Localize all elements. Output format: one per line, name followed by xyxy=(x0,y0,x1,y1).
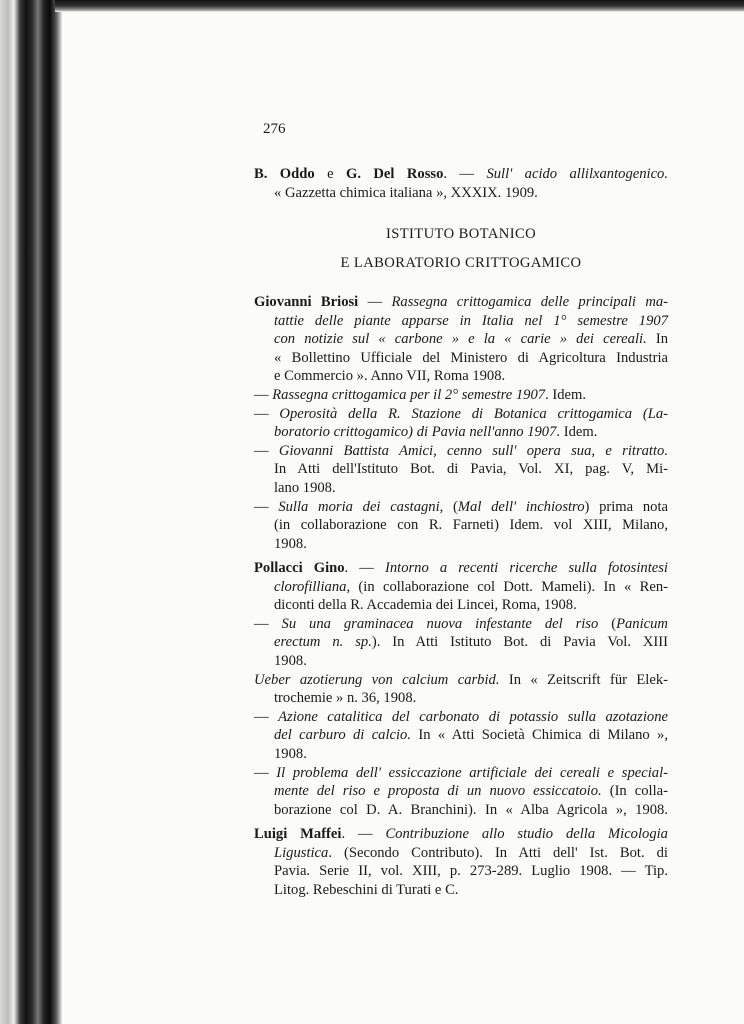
citation-text: borazione col D. A. Branchini). In « Alba Agricola », 1908. xyxy=(274,801,668,818)
citation-text: . — xyxy=(443,166,487,182)
citation-text: — xyxy=(254,442,279,459)
citation-text: 1908. xyxy=(274,535,307,552)
work-title: Rassegna crittogamica per il 2° semestre 1907 xyxy=(272,387,546,403)
citation-text: In « Atti Società Chimica di Milano », xyxy=(411,727,668,744)
citation-text: trochemie » n. 36, 1908. xyxy=(274,690,417,707)
work-title: Su una graminacea nuova infestante del riso xyxy=(281,615,599,632)
citation-text: , ( xyxy=(439,498,458,515)
work-title: Azione catalitica del carbonato di potassio sulla azotazione xyxy=(278,708,668,725)
citation-text: e xyxy=(314,166,346,182)
work-title: Intorno a recenti ricerche sulla fotosintesi xyxy=(384,560,668,576)
work-title: Operosità della R. Stazione di Botanica crittogamica (La- xyxy=(279,405,668,422)
citation-text: — xyxy=(254,498,279,515)
text-line xyxy=(274,349,668,367)
citation-text: , (in collaborazione col Dott. Mameli). In « Ren- xyxy=(346,578,668,595)
work-title: Sull' acido allilxantogenico. xyxy=(486,166,668,182)
work-title: Sulla moria dei castagni xyxy=(278,498,440,515)
text-line xyxy=(274,596,577,614)
citation-text: — xyxy=(254,764,277,781)
text-line xyxy=(254,825,668,843)
citation-text: — xyxy=(254,708,279,725)
text-line xyxy=(254,764,668,782)
citation-text: — xyxy=(254,387,273,403)
text-line xyxy=(274,367,505,385)
text-line xyxy=(274,516,668,534)
page-number: 276 xyxy=(263,121,286,137)
citation-text: « Bollettino Ufficiale del Ministero di Agricoltura Industria xyxy=(274,349,668,366)
text-line xyxy=(254,615,668,633)
citation-text: 1908. xyxy=(274,653,307,669)
text-line xyxy=(274,535,307,553)
citation-text: In xyxy=(646,331,668,348)
work-title: Panicum xyxy=(616,615,668,632)
text-line xyxy=(274,330,668,348)
text-line xyxy=(274,881,458,899)
text-line xyxy=(254,498,668,516)
text-line xyxy=(274,312,668,330)
citation-text: « Gazzetta chimica italiana », XXXIX. 1909. xyxy=(274,184,538,201)
scan-top-edge xyxy=(55,0,744,12)
text-line xyxy=(274,801,668,819)
section-subheading: E LABORATORIO CRITTOGAMICO xyxy=(340,255,582,271)
citation-text: . Idem. xyxy=(556,424,598,441)
citation-text: lano 1908. xyxy=(274,480,336,496)
text-line xyxy=(274,745,307,763)
citation-text: — xyxy=(254,405,280,422)
work-title: Giovanni Battista Amici, cenno sull' opera sua, e ritratto. xyxy=(278,442,668,459)
citation-text: In Atti dell'Istituto Bot. di Pavia, Vol. XI, pag. V, Mi- xyxy=(274,461,668,478)
citation-text: Pavia. Serie II, vol. XIII, p. 273-289. Luglio 1908. — Tip. xyxy=(274,863,668,880)
citation-text: . Idem. xyxy=(545,387,587,403)
text-line xyxy=(254,405,668,423)
text-line xyxy=(254,293,668,311)
text-line xyxy=(274,862,668,880)
citation-text: e Commercio ». Anno VII, Roma 1908. xyxy=(274,368,506,385)
citation-text: — xyxy=(358,294,392,310)
citation-text: In « Zeitscrift für Elek- xyxy=(499,671,668,688)
citation-text: diconti della R. Accademia dei Lincei, Roma, 1908. xyxy=(274,597,577,614)
citation-text: ). In Atti Istituto Bot. di Pavia Vol. XIII xyxy=(371,634,669,651)
citation-text: (In colla- xyxy=(601,783,668,800)
work-title: Mal dell' inchiostro xyxy=(457,498,585,515)
citation-text: 1908. xyxy=(274,746,307,762)
citation-text: . — xyxy=(341,826,386,842)
author-name: G. Del Rosso xyxy=(345,166,444,182)
text-line xyxy=(254,442,668,460)
author-name: Luigi Maffei xyxy=(254,826,342,842)
work-title: Contribuzione allo studio della Micologia xyxy=(385,826,668,842)
text-line xyxy=(274,844,668,862)
section-heading: ISTITUTO BOTANICO xyxy=(385,226,537,242)
text-line xyxy=(254,165,668,183)
text-line xyxy=(274,782,668,800)
work-title: tattie delle piante apparse in Italia nel 1° semestre 1907 xyxy=(274,312,668,329)
citation-text: (in collaborazione con R. Farneti) Idem. vol XIII, Milano, xyxy=(274,517,668,534)
author-name: Pollacci Gino xyxy=(254,560,345,576)
work-title: Rassegna crittogamica delle principali ma- xyxy=(391,294,669,310)
text-line xyxy=(274,633,668,651)
work-title: clorofilliana xyxy=(274,578,347,595)
text-line xyxy=(274,479,336,497)
work-title: con notizie sul « carbone » e la « carie » dei cereali. xyxy=(274,331,647,348)
citation-text: Litog. Rebeschini di Turati e C. xyxy=(274,881,459,898)
work-title: del carburo di calcio. xyxy=(274,727,412,744)
text-line xyxy=(274,423,597,441)
text-line xyxy=(254,708,668,726)
work-title: Ueber azotierung von calcium carbid. xyxy=(254,671,500,688)
text-line xyxy=(274,460,668,478)
author-name: B. Oddo xyxy=(254,166,315,182)
work-title: mente del riso e proposta di un nuovo essiccatoio. xyxy=(274,783,602,800)
citation-text: . (Secondo Contributo). In Atti dell' Ist. Bot. di xyxy=(328,844,668,861)
text-line xyxy=(254,671,668,689)
citation-text: . — xyxy=(344,560,385,576)
work-title: Ligustica xyxy=(274,844,329,861)
work-title: Il problema dell' essiccazione artificiale dei cereali e special- xyxy=(276,764,668,781)
author-name: Giovanni Briosi xyxy=(254,294,359,310)
text-line xyxy=(274,184,538,202)
book-binding-edge xyxy=(0,0,62,1024)
work-title: erectum n. sp. xyxy=(274,634,372,651)
text-line xyxy=(254,559,668,577)
text-line xyxy=(274,652,307,670)
citation-text: — xyxy=(254,615,282,632)
text-line xyxy=(274,689,416,707)
citation-text: ) prima nota xyxy=(584,498,668,515)
work-title: boratorio crittogamico) di Pavia nell'anno 1907 xyxy=(274,424,557,441)
text-line xyxy=(254,386,586,404)
text-line xyxy=(274,578,668,596)
text-line xyxy=(274,726,668,744)
citation-text: ( xyxy=(598,615,617,632)
